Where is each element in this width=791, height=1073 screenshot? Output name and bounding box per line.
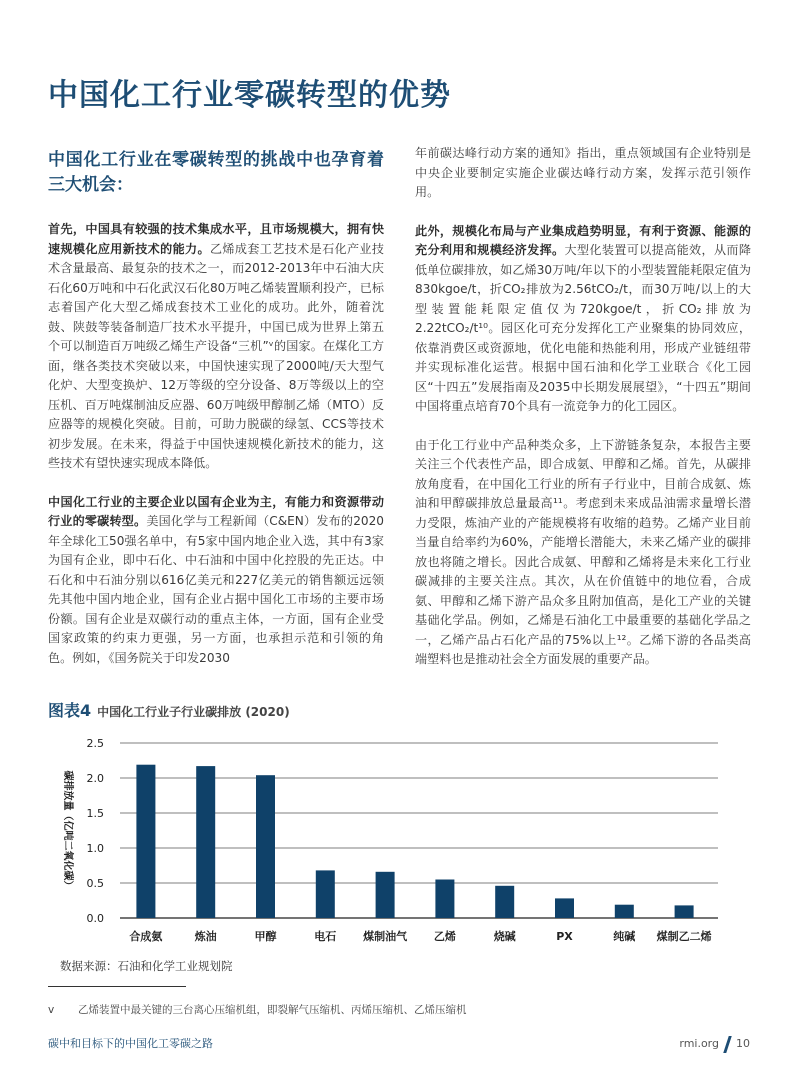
x-tick-label: 合成氨 (129, 929, 163, 943)
bar-电石 (316, 870, 335, 918)
footer (48, 1036, 750, 1053)
footer-report-title: 碳中和目标下的中国化工零碳之路 (48, 1037, 213, 1050)
page-title: 中国化工行业零碳转型的优势 (48, 78, 451, 113)
bar-PX (555, 898, 574, 918)
x-tick-label: 炼油 (194, 929, 217, 943)
x-tick-label: 煤制油气 (363, 929, 408, 943)
x-tick-label: 乙烯 (433, 929, 456, 943)
x-tick-label: PX (556, 929, 573, 943)
bar-乙烯 (435, 879, 454, 918)
footer-page-info (679, 1036, 750, 1053)
paragraph (48, 220, 384, 474)
bar-纯碱 (615, 904, 634, 917)
x-tick-label: 甲醇 (254, 929, 277, 943)
y-tick-label: 1.5 (86, 806, 104, 820)
y-tick-label: 2.0 (86, 771, 104, 785)
y-tick-label: 0.0 (86, 911, 104, 925)
figure-number: 图表4 (48, 700, 92, 720)
paragraph-body: 年前碳达峰行动方案的通知》指出，重点领域国有企业特别是中央企业要制定实施企业碳达峰行动方案，发挥示范引领作用。 (415, 146, 751, 199)
bar-甲醇 (256, 775, 275, 918)
bar-chart (40, 730, 740, 952)
paragraph-lead: 首先，中国具有较强的技术集成水平，且市场规模大，拥有快速规模化应用新技术的能力。 (48, 222, 384, 256)
y-axis-label: 碳排放量（亿吨二氧化碳） (62, 770, 73, 890)
slash-divider-icon (723, 1036, 732, 1053)
section-subheading: 中国化工行业在零碳转型的挑战中也孕育着三大机会： (48, 150, 384, 195)
page-number: 10 (736, 1037, 750, 1050)
bar-合成氨 (136, 764, 155, 917)
bar-炼油 (196, 766, 215, 918)
y-tick-label: 2.5 (86, 736, 104, 750)
paragraph-body: 美国化学与工程新闻（C&EN）发布的2020年全球化工50强名单中，有5家中国内地企业入选，其中有3家为国有企业，即中石化、中石油和中国中化控股的先正达。中石化和中石油分别以616亿美元和227亿美元的销售额远远领先其他中国内地企业，国有企业占据中国化工市场的主要市场份额。国有企业是双碳行动的重点主体，一方面，国有企业受国家政策的约束力更强，另一方面，也承担示范和引领的角色。例如，《国务院关于印发2030 (48, 514, 384, 665)
right-column (415, 144, 751, 689)
footer-site: rmi.org (679, 1037, 719, 1050)
x-tick-label: 纯碱 (613, 929, 636, 943)
figure-caption (48, 701, 750, 722)
x-tick-label: 电石 (314, 929, 337, 943)
x-tick-label: 烧碱 (493, 929, 516, 943)
paragraph-lead: 中国化工行业的主要企业以国有企业为主，有能力和资源带动行业的零碳转型。 (48, 494, 384, 528)
x-tick-label: 煤制乙二烯 (656, 929, 712, 943)
two-column-body (48, 144, 750, 689)
footnote-mark: v (48, 1003, 55, 1016)
figure-source: 数据来源：石油和化学工业规划院 (60, 958, 233, 973)
y-tick-label: 1.0 (86, 841, 104, 855)
bar-煤制油气 (376, 871, 395, 917)
paragraph (415, 436, 751, 670)
footnote-text: 乙烯装置中最关键的三台离心压缩机组，即裂解气压缩机、丙烯压缩机、乙烯压缩机 (78, 1003, 467, 1016)
paragraph-body: 乙烯成套工艺技术是石化产业技术含量最高、最复杂的技术之一，而2012-2013年中石油大庆石化60万吨和中石化武汉石化80万吨乙烯装置顺利投产，已标志着国产化大型乙烯成套技术工业化的成功。此外，随着沈鼓、陕鼓等装备制造厂技术水平提升，中国已成为世界上第五个可以制造百万吨级乙烯生产设备“三机”ᵛ的国家。在煤化工方面，继各类技术突破以来，中国快速实现了2000吨/天大型气化炉、大型变换炉、12万等级的空分设备、8万等级以上的空压机、百万吨煤制油反应器、60万吨级甲醇制乙烯（MTO）反应器等的规模化突破。目前，可助力脱碳的绿氢、CCS等技术初步发展。在未来，得益于中国快速规模化新技术的能力，这些技术有望快速实现成本降低。 (48, 241, 384, 470)
bar-煤制乙二烯 (675, 905, 694, 918)
left-column (48, 144, 384, 687)
paragraph-body: 大型化装置可以提高能效，从而降低单位碳排放，如乙烯30万吨/年以下的小型装置能耗限定值为830kgoe/t，折CO₂排放为2.56tCO₂/t，而30万吨/以上的大型装置能耗限定值仅为720kgoe/t，折CO₂排放为2.22tCO₂/t¹⁰。园区化可充分发挥化工产业聚集的协同效应，依靠消费区或资源地，优化电能和热能利用，形成产业链纽带并实现标准化运营。根据中国石油和化学工业联合《化工园区“十四五”发展指南及2035中长期发展展望》，“十四五”期间中国将重点培育70个具有一流竞争力的化工园区。 (415, 243, 751, 413)
figure-title: 中国化工行业子行业碳排放 (2020) (97, 704, 290, 719)
bar-烧碱 (495, 885, 514, 917)
paragraph-lead: 此外，规模化布局与产业集成趋势明显，有利于资源、能源的充分利用和规模经济发挥。 (415, 223, 751, 257)
footnote (48, 1003, 750, 1018)
footnote-divider (48, 986, 186, 987)
paragraph-body: 由于化工行业中产品种类众多，上下游链条复杂，本报告主要关注三个代表性产品，即合成氨、甲醇和乙烯。首先，从碳排放角度看，在中国化工行业的所有子行业中，目前合成氨、炼油和甲醇碳排放总量最高¹¹。考虑到未来成品油需求量增长潜力受限，炼油产业的产能规模将有收缩的趋势。乙烯产业目前当量自给率约为60%，产能增长潜能大，未来乙烯产业的碳排放也将随之增长。因此合成氨、甲醇和乙烯将是未来化工行业碳减排的主要关注点。其次，从在价值链中的地位看，合成氨、甲醇和乙烯下游产品众多且附加值高，是化工产业的关键基础化学品。例如，乙烯是石油化工中最重要的基础化学品之一，乙烯产品占石化产品的75%以上¹²。乙烯下游的各品类高端塑料也是推动社会全方面发展的重要产品。 (415, 437, 751, 666)
paragraph (415, 144, 751, 203)
paragraph (415, 222, 751, 417)
y-tick-label: 0.5 (86, 876, 104, 890)
paragraph (48, 493, 384, 669)
